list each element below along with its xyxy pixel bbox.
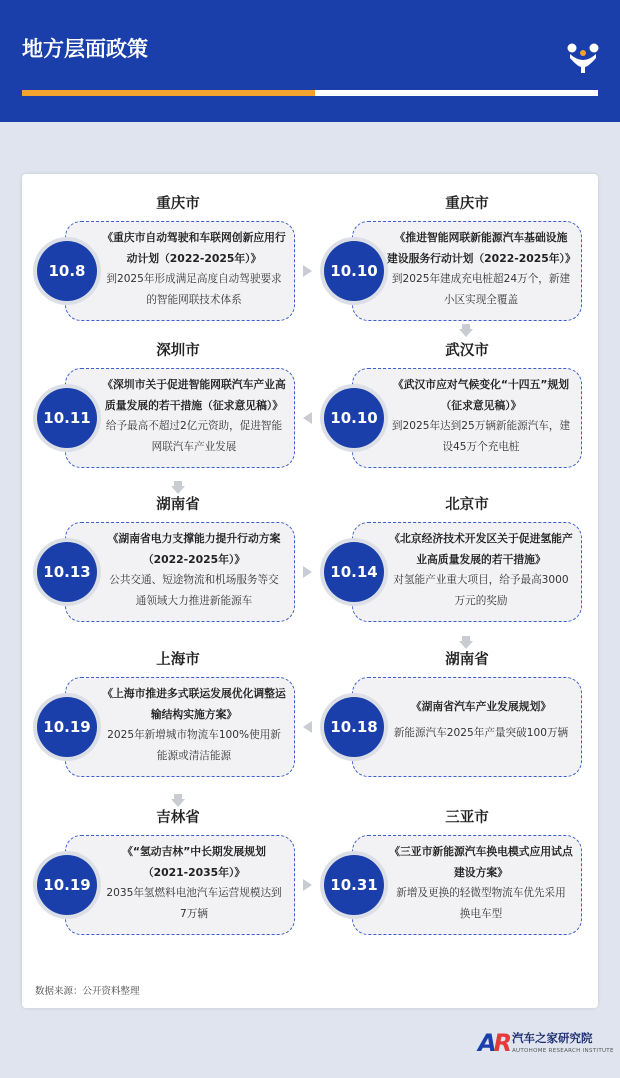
policy-desc-line: 给予最高不超过2亿元资助，促进智能 — [105, 420, 283, 432]
policy-card — [352, 522, 582, 622]
flow-arrow-right-icon — [303, 879, 312, 891]
policy-desc-line: 万元的奖励 — [454, 595, 508, 607]
policy-desc-line: 对氢能产业重大项目，给予最高3000 — [393, 574, 569, 586]
policy-card — [65, 368, 295, 468]
flow-arrow-right-icon — [303, 265, 312, 277]
flow-arrow-right-icon — [303, 566, 312, 578]
policy-desc-line: 公共交通、短途物流和机场服务等交 — [109, 574, 279, 586]
policy-title-line: 质量发展的若干措施（征求意见稿）》 — [104, 399, 284, 412]
policy-desc-line: 网联汽车产业发展 — [151, 441, 237, 453]
date-badge: 10.18 — [324, 697, 384, 757]
policy-desc-line: 换电车型 — [459, 908, 503, 920]
policy-title-line: 《深圳市关于促进智能网联汽车产业高 — [102, 378, 286, 391]
page-title: 地方层面政策 — [22, 37, 148, 61]
policy-title-line: 动计划（2022-2025年）》 — [126, 252, 262, 265]
date-badge: 10.19 — [37, 697, 97, 757]
date-badge: 10.19 — [37, 855, 97, 915]
policy-desc-line: 新能源汽车2025年产量突破100万辆 — [393, 727, 569, 739]
policy-title-line: 《武汉市应对气候变化“十四五”规划 — [392, 378, 570, 391]
brand-name-cn: 汽车之家研究院 — [512, 1031, 593, 1045]
policy-card — [65, 522, 295, 622]
city-name: 北京市 — [445, 497, 489, 513]
policy-desc-line: 到2025年形成满足高度自动驾驶要求 — [106, 273, 282, 285]
city-name: 武汉市 — [445, 343, 489, 359]
flow-arrow-down-icon — [459, 641, 473, 649]
policy-card — [352, 835, 582, 935]
policy-card — [352, 677, 582, 777]
policy-title-line: （2022-2025年）》 — [142, 553, 246, 566]
flow-arrow-left-icon — [303, 721, 312, 733]
header-progress-fill — [22, 90, 315, 96]
policy-desc-line: 2035年氢燃料电池汽车运营规模达到 — [106, 887, 282, 899]
policy-desc-line: 小区实现全覆盖 — [443, 294, 519, 306]
policy-desc-line: 2025年新增城市物流车100%使用新 — [107, 729, 281, 741]
date-badge: 10.10 — [324, 388, 384, 448]
policy-title-line: 建设服务行动计划（2022-2025年）》 — [387, 252, 576, 265]
city-name: 吉林省 — [156, 810, 200, 826]
date-badge: 10.13 — [37, 542, 97, 602]
date-badge: 10.31 — [324, 855, 384, 915]
policy-title-line: （2021-2035年）》 — [142, 866, 246, 879]
policy-title-line: 建设方案》 — [454, 866, 508, 879]
flow-arrow-down-icon — [171, 486, 185, 494]
date-badge: 10.14 — [324, 542, 384, 602]
brand-logo — [478, 1027, 614, 1061]
policy-desc-line: 7万辆 — [180, 908, 208, 920]
brand-mark-icon — [478, 1029, 509, 1057]
policy-title-line: 《“氢动吉林”中长期发展规划 — [122, 845, 266, 858]
policy-card — [65, 835, 295, 935]
brand-name-en: AUTOHOME RESEARCH INSTITUTE — [512, 1048, 614, 1054]
policy-desc-line: 能源或清洁能源 — [156, 750, 232, 762]
policy-title-line: 《推进智能网联新能源汽车基础设施 — [394, 231, 568, 244]
header-banner — [0, 0, 620, 122]
policy-title-line: 《重庆市自动驾驶和车联网创新应用行 — [102, 231, 286, 244]
policy-title-line: 《上海市推进多式联运发展优化调整运 — [102, 687, 286, 700]
policy-title-line: 《湖南省电力支撑能力提升行动方案 — [107, 532, 281, 545]
policy-desc-line: 到2025年达到25万辆新能源汽车，建 — [391, 420, 571, 432]
policy-card — [65, 221, 295, 321]
date-badge: 10.10 — [324, 241, 384, 301]
date-badge: 10.8 — [37, 241, 97, 301]
city-name: 湖南省 — [156, 497, 200, 513]
data-source-note: 数据来源：公开资料整理 — [35, 986, 140, 997]
policy-title-line: 输结构实施方案》 — [150, 708, 238, 721]
policy-title-line: 《湖南省汽车产业发展规划》 — [410, 700, 552, 713]
policy-desc-line: 到2025年建成充电桩超24万个，新建 — [391, 273, 571, 285]
city-name: 重庆市 — [156, 196, 200, 212]
policy-title-line: （征求意见稿）》 — [440, 399, 522, 412]
brand-mark-r: R — [493, 1029, 510, 1057]
flow-arrow-down-icon — [171, 799, 185, 807]
policy-card — [65, 677, 295, 777]
policy-card — [352, 368, 582, 468]
city-name: 湖南省 — [445, 652, 489, 668]
city-name: 上海市 — [156, 652, 200, 668]
flow-arrow-left-icon — [303, 412, 312, 424]
policy-title-line: 《三亚市新能源汽车换电模式应用试点 — [389, 845, 573, 858]
date-badge: 10.11 — [37, 388, 97, 448]
policy-title-line: 业高质量发展的若干措施》 — [416, 553, 546, 566]
policy-card — [352, 221, 582, 321]
policy-desc-line: 设45万个充电桩 — [442, 441, 520, 453]
city-name: 重庆市 — [445, 196, 489, 212]
policy-title-line: 《北京经济技术开发区关于促进氢能产 — [389, 532, 573, 545]
brand-mark-a: A — [478, 1029, 494, 1057]
city-name: 三亚市 — [445, 810, 489, 826]
policy-desc-line: 的智能网联技术体系 — [146, 294, 242, 306]
city-name: 深圳市 — [156, 343, 200, 359]
flow-arrow-down-icon — [459, 329, 473, 337]
policy-desc-line: 通领域大力推进新能源车 — [135, 595, 253, 607]
y-shape-logo-icon — [565, 40, 601, 76]
policy-desc-line: 新增及更换的轻微型物流车优先采用 — [396, 887, 566, 899]
